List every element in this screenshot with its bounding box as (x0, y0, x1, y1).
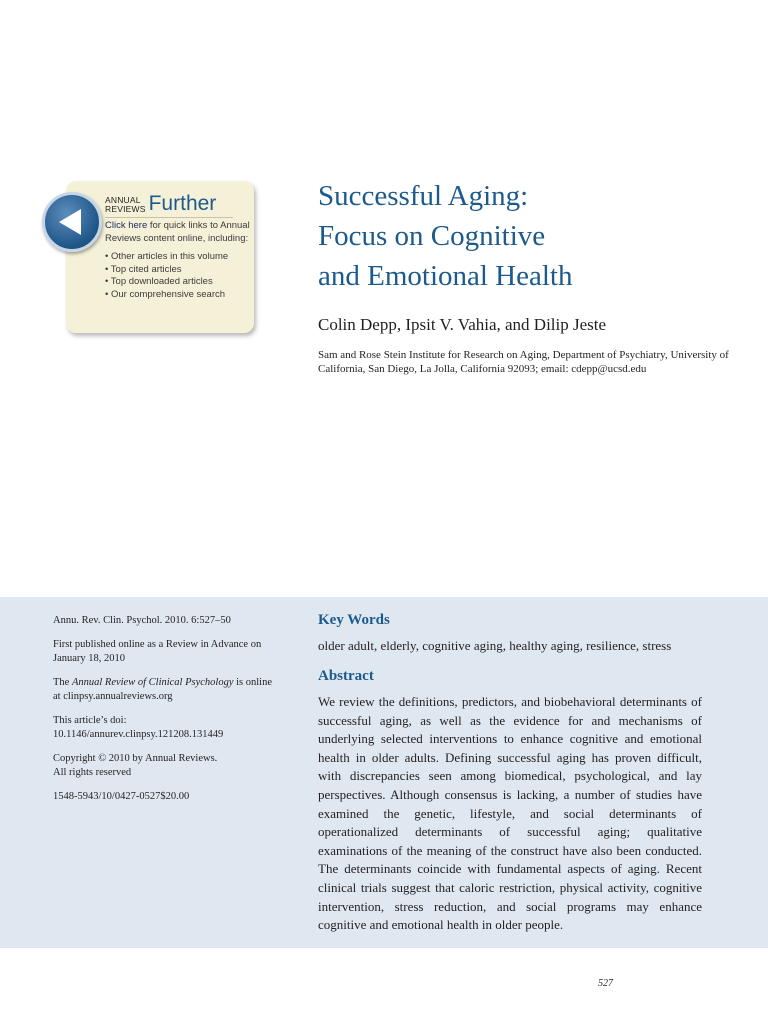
further-link-item[interactable]: • Top cited articles (105, 263, 182, 275)
back-arrow-button[interactable] (42, 192, 102, 252)
citation: Annu. Rev. Clin. Psychol. 2010. 6:527–50 (53, 615, 231, 626)
further-heading: Further (148, 192, 217, 215)
further-description-text: for quick links to Annual Reviews content online, including: (105, 220, 250, 244)
doi-block (53, 714, 278, 742)
journal-name: Annual Review of Clinical Psychology (71, 677, 234, 688)
article-affiliation: Sam and Rose Stein Institute for Research on Aging, Department of Psychiatry, University of California, San Diego, La Jolla, California 92093; email: cdepp@ucsd.edu (318, 349, 729, 375)
keywords-heading: Key Words (318, 612, 390, 628)
further-link-item[interactable]: • Our comprehensive search (105, 288, 226, 300)
article-authors: Colin Depp, Ipsit V. Vahia, and Dilip Jeste (318, 315, 607, 334)
annual-reviews-logo: ANNUAL REVIEWS (105, 195, 146, 214)
rights: All rights reserved (53, 767, 132, 778)
abstract-heading: Abstract (318, 668, 374, 684)
doi-value: 10.1146/annurev.clinpsy.121208.131449 (53, 729, 224, 740)
further-divider (105, 217, 233, 218)
journal-online: The Annual Review of Clinical Psychology is online at clinpsy.annualreviews.org (53, 677, 272, 702)
abstract-text: We review the definitions, predictors, and biobehavioral determinants of successful aging, as well as the evidence for and mechanisms of underlying selected interventions to enhance cognitive and emotional health in older adults. Defining successful aging has proven difficult, with discrepancies seen among biomedical, psychological, and lay perspectives. Although consensus is lacking, a number of studies have examined the genetic, lifestyle, and social determinants of operationalized determinants of successful aging; qualitative examinations of the meaning of the construct have also been conducted. The determinants coincide with fundamental aspects of aging. Recent clinical trials suggest that caloric restriction, physical activity, cognitive intervention, stress reduction, and social programs may enhance cognitive and emotional health in older people. (318, 694, 702, 933)
first-published: First published online as a Review in Advance on January 18, 2010 (53, 639, 262, 664)
title-line: and Emotional Health (318, 260, 573, 292)
title-line: Successful Aging: (318, 180, 529, 212)
page-number: 527 (598, 978, 613, 989)
click-here-link[interactable]: Click here (105, 220, 148, 231)
further-link-item[interactable]: • Top downloaded articles (105, 276, 213, 287)
article-title (318, 176, 738, 296)
further-description (105, 220, 255, 301)
keywords-text: older adult, elderly, cognitive aging, healthy aging, resilience, stress (318, 638, 672, 653)
play-left-icon (57, 207, 83, 237)
copyright-block (53, 752, 278, 780)
copyright: Copyright © 2010 by Annual Reviews. (53, 753, 218, 764)
issn: 1548-5943/10/0427-0527$20.00 (53, 791, 190, 802)
publication-meta (53, 614, 278, 814)
further-header (105, 193, 216, 214)
doi-label: This article’s doi: (53, 715, 127, 726)
further-link-item[interactable]: • Other articles in this volume (105, 251, 229, 262)
further-links-list (105, 251, 255, 301)
title-line: Focus on Cognitive (318, 220, 546, 252)
